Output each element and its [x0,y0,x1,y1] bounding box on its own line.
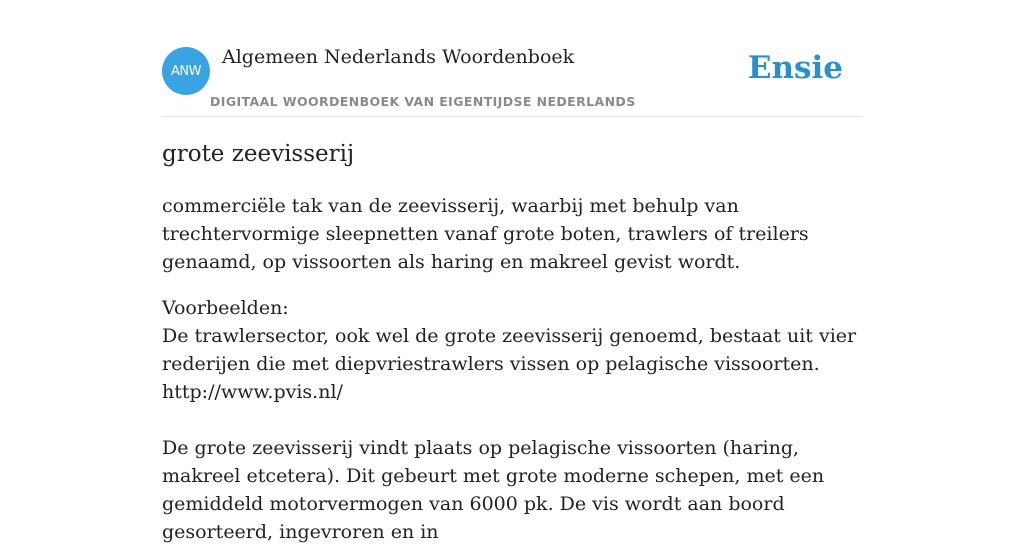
entry-headword: grote zeevisserij [162,141,355,167]
anw-logo[interactable]: ANW [162,47,210,95]
entry-examples [162,294,862,546]
site-title[interactable]: Algemeen Nederlands Woordenboek [222,46,575,68]
entry-definition: commerciële tak van de zeevisserij, waarbij met behulp van trechtervormige sleepnetten vanaf grote boten, trawlers of treilers genaamd, op vissoorten als haring en makreel gevist wordt. [162,195,809,273]
ensie-brand-link[interactable]: Ensie [747,50,843,86]
example-source-link[interactable]: http://www.pvis.nl/ [162,381,343,403]
example-text: De grote zeevisserij vindt plaats op pelagische vissoorten (haring, makreel etcetera). Dit gebeurt met grote moderne schepen, met een gemiddeld motorvermogen van 6000 pk. De vis wordt aan boord gesorteerd, ingevroren en in [162,437,825,543]
examples-label: Voorbeelden: [162,297,289,319]
example-text: De trawlersector, ook wel de grote zeevisserij genoemd, bestaat uit vier rederijen die met diepvriestrawlers vissen op pelagische vissoorten. [162,325,857,375]
entry-content [162,138,862,546]
site-subtitle: DIGITAAL WOORDENBOEK VAN EIGENTIJDSE NEDERLANDS [210,94,636,109]
example-spacer [162,406,862,434]
site-header [162,40,862,117]
